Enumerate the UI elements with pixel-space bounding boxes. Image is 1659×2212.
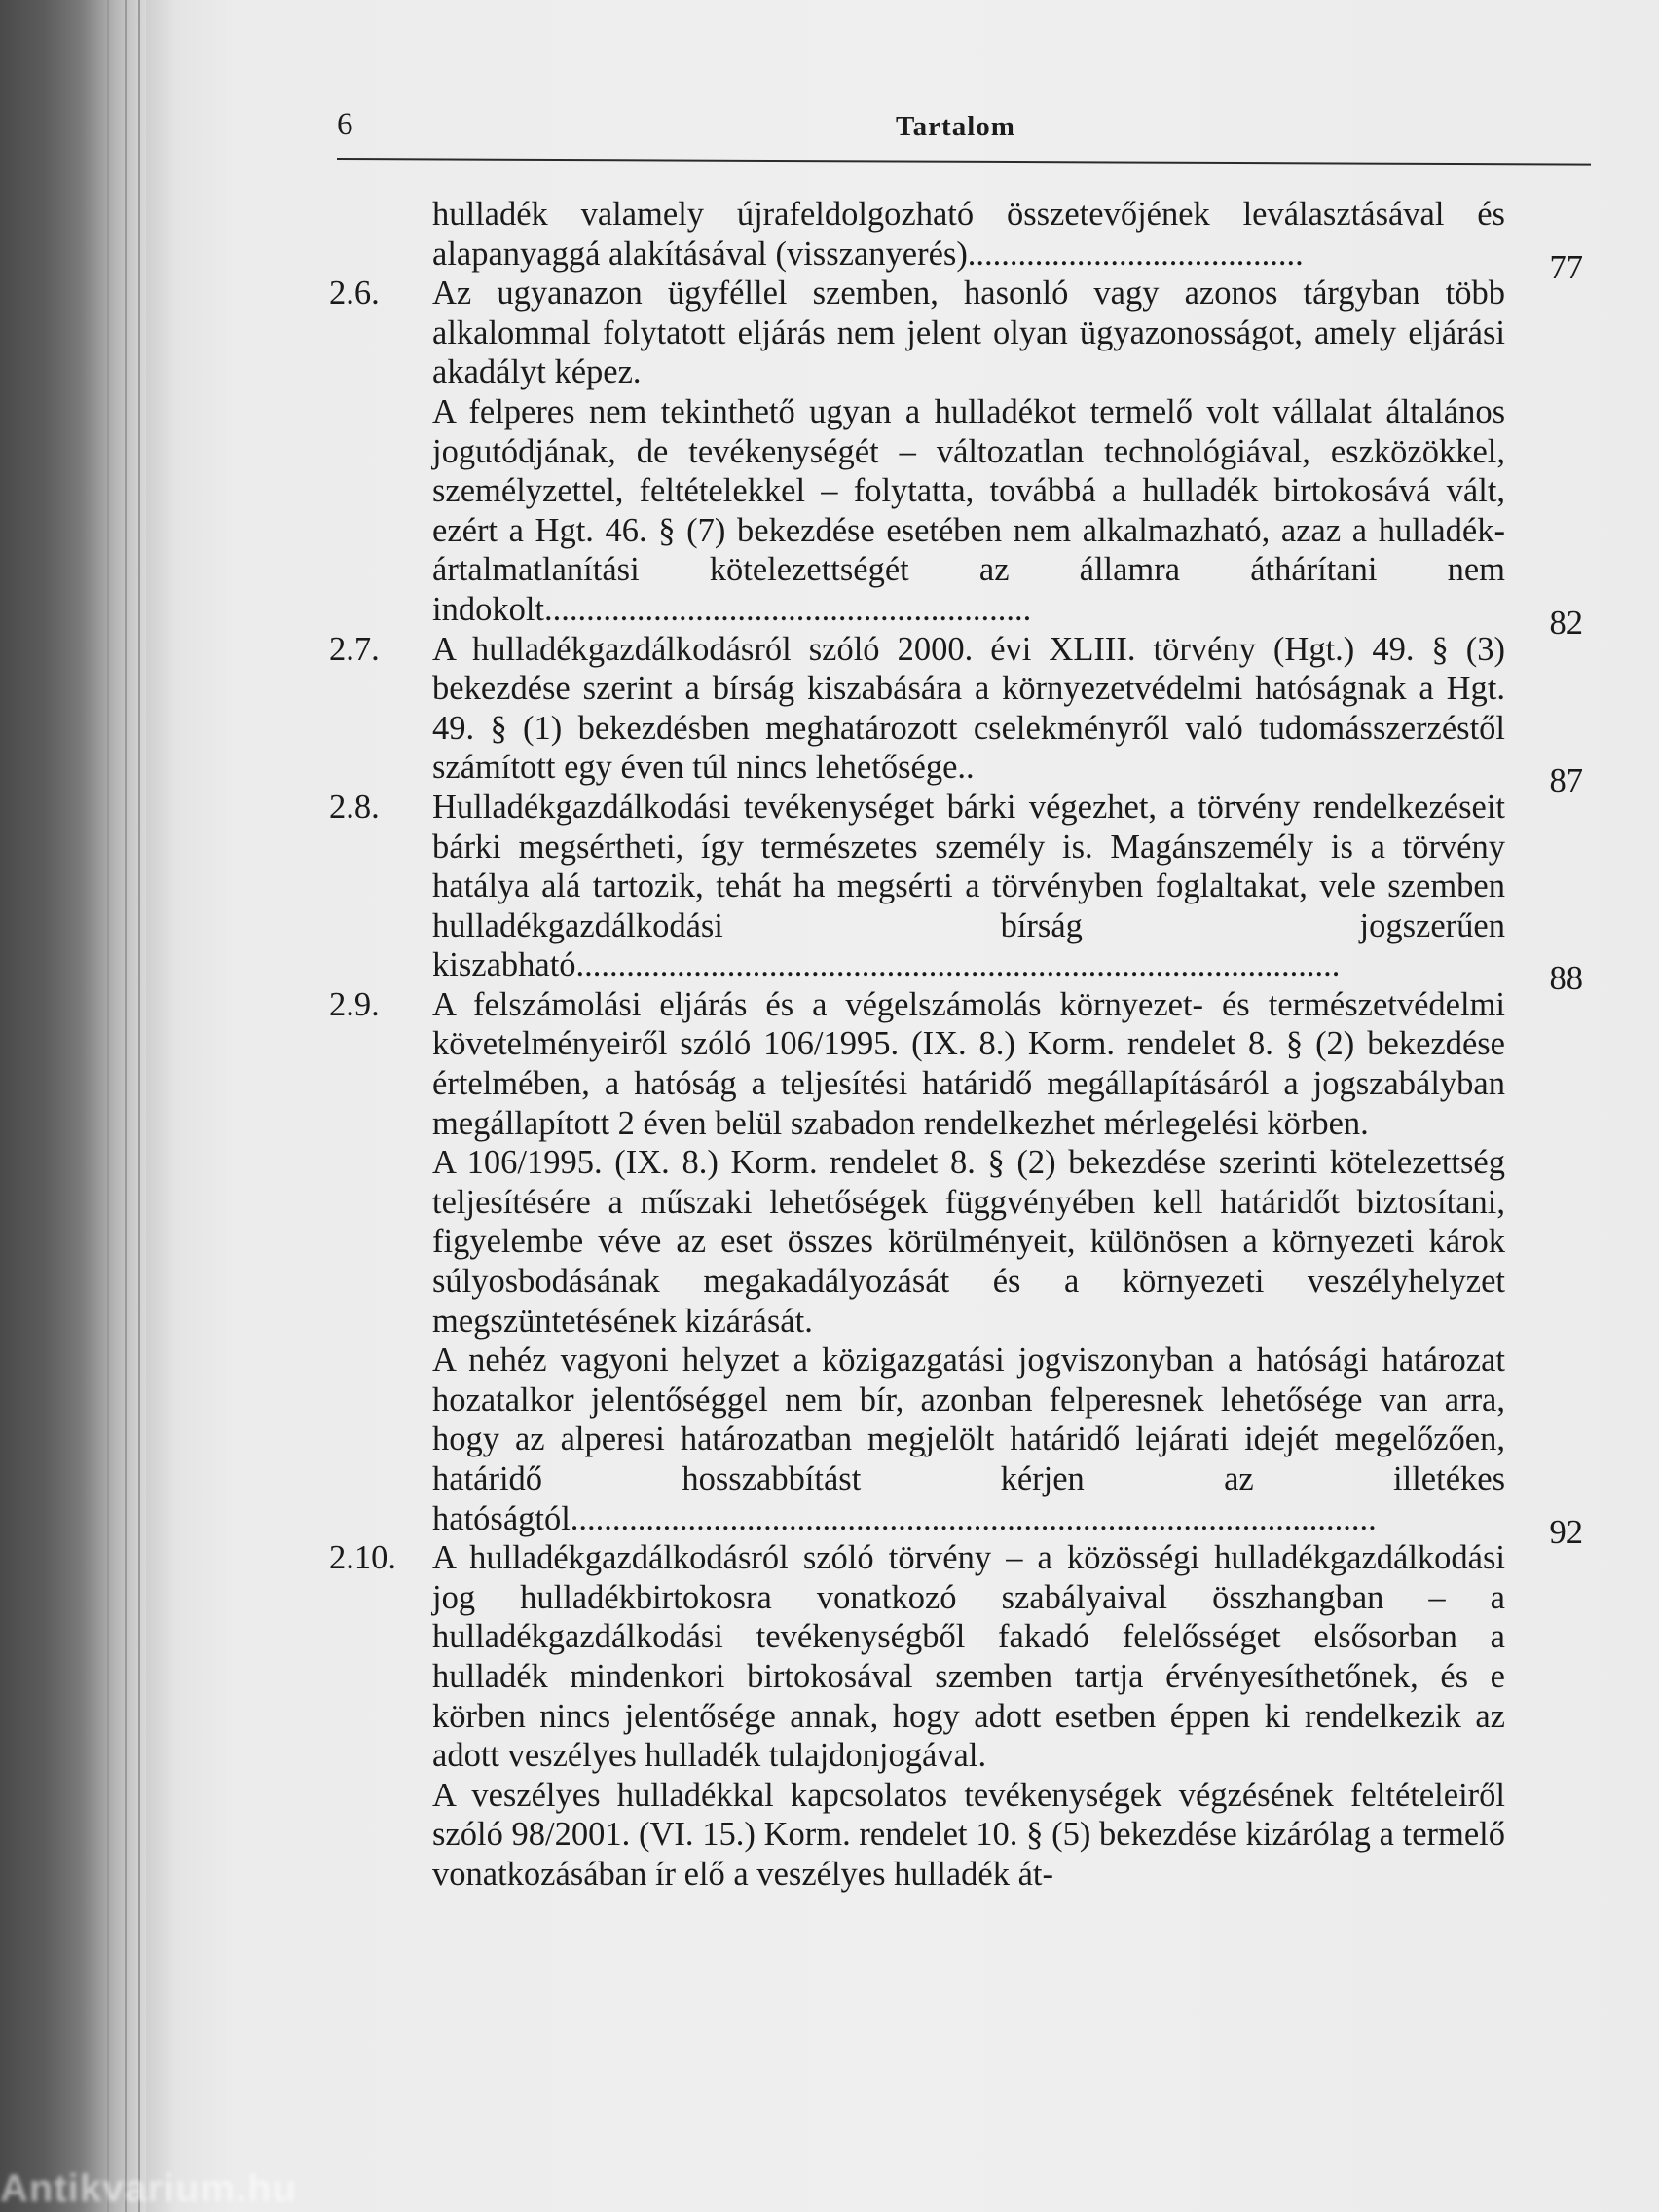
entry-page-number: 92 — [1549, 1513, 1583, 1551]
entry-body — [432, 788, 1505, 985]
page-stack-line — [107, 0, 109, 2212]
toc-entry — [329, 195, 1595, 286]
entry-number: 2.10. — [329, 1539, 396, 1577]
entry-paragraph: A 106/1995. (IX. 8.) Korm. rendelet 8. § (2) bekezdése szerinti kötelezettség teljesítésére a műszaki lehetőségek függvényében kell határidőt biztosítani, figyelembe véve az eset összes körülményeit, különösen a környezeti károk súlyosbodásának megakadályozását és a környezeti veszélyhelyzet megszüntetésének kizárását. — [432, 1144, 1505, 1340]
entry-page-number: 82 — [1549, 604, 1583, 642]
entry-page-number: 88 — [1549, 960, 1583, 998]
entry-number: 2.9. — [329, 985, 380, 1023]
table-of-contents — [329, 195, 1595, 1895]
running-head-title: Tartalom — [896, 111, 1015, 142]
entry-number: 2.8. — [329, 788, 380, 826]
toc-entry — [329, 274, 1595, 642]
entry-body — [432, 274, 1505, 629]
toc-entry — [329, 985, 1595, 1551]
entry-page-number: 87 — [1549, 762, 1583, 800]
entry-page-number: 77 — [1549, 248, 1583, 286]
entry-body — [432, 1538, 1505, 1894]
entry-body — [432, 985, 1505, 1538]
entry-paragraph: Hulladékgazdálkodási tevékenységet bárki végezhet, a törvény rendelkezéseit bárki megsértheti, így természetes személy is. Magánszemély is a törvény hatálya alá tartozik, tehát ha megsérti a törvényben foglaltakat, vele szemben hulladékgazdálkodási bírság jogszerűen kiszabható........................................................................................... — [432, 788, 1505, 984]
entry-paragraph: A hulladékgazdálkodásról szóló 2000. évi XLIII. törvény (Hgt.) 49. § (3) bekezdése szerint a bírság kiszabására a környezetvédelmi hatóságnak a Hgt. 49. § (1) bekezdésben meghatározott cselekményről való tudomásszerzéstől számított egy éven túl nincs lehetősége.. — [432, 630, 1505, 787]
watermark: Antikvarium.hu — [0, 2167, 298, 2210]
entry-paragraph: A felperes nem tekinthető ugyan a hulladékot termelő volt vállalat általános jogutódjának, de tevékenységét – változatlan technológiával, eszközökkel, személyzettel, feltételekkel – folytatta, továbbá a hulladék birtokosává vált, ezért a Hgt. 46. § (7) bekezdése esetében nem alkalmazható, azaz a hulladék-ártalmatlanítási kötelezettségét az államra áthárítani nem indokolt.......................................................... — [432, 392, 1505, 628]
page-number: 6 — [337, 107, 353, 142]
entry-paragraph: Az ugyanazon ügyféllel szemben, hasonló vagy azonos tárgyban több alkalommal folytatott eljárás nem jelent olyan ügyazonosságot, amely eljárási akadályt képez. — [432, 275, 1505, 391]
page-stack-line — [125, 0, 127, 2212]
toc-entry — [329, 630, 1595, 800]
entry-body — [432, 630, 1505, 788]
entry-number: 2.6. — [329, 275, 380, 313]
entry-paragraph: A felszámolási eljárás és a végelszámolás környezet- és természetvédelmi követelményeiről szóló 106/1995. (IX. 8.) Korm. rendelet 8. § (2) bekezdése értelmében, a hatóság a teljesítési határidő megállapításáról a jogszabályban megállapított 2 éven belül szabadon rendelkezhet mérlegelési körben. — [432, 985, 1505, 1142]
entry-paragraph: A nehéz vagyoni helyzet a közigazgatási jogviszonyban a hatósági határozat hozatalkor jelentőséggel nem bír, azonban felperesnek lehetősége van arra, hogy az alperesi határozatban megjelölt határidő lejárati idejét megelőzően, határidő hosszabbítást kérjen az illetékes hatóságtól................................................................................................ — [432, 1342, 1505, 1537]
toc-entry — [329, 788, 1595, 998]
entry-body — [432, 195, 1505, 274]
entry-paragraph: hulladék valamely újrafeldolgozható összetevőjének leválasztásával és alapanyaggá alakításával (visszanyerés)........................................ — [432, 196, 1505, 273]
entry-paragraph: A hulladékgazdálkodásról szóló törvény – a közösségi hulladékgazdálkodási jog hulladékbirtokosra vonatkozó szabályaival összhangban – a hulladékgazdálkodási tevékenységből fakadó felelősséget elsősorban a hulladék mindenkori birtokosával szemben tartja érvényesíthetőnek, és e körben nincs jelentősége annak, hogy adott esetben éppen ki rendelkezik az adott veszélyes hulladék tulajdonjogával. — [432, 1539, 1505, 1775]
entry-paragraph: A veszélyes hulladékkal kapcsolatos tevékenységek végzésének feltételeiről szóló 98/2001. (VI. 15.) Korm. rendelet 10. § (5) bekezdése kizárólag a termelő vonatkozásában ír elő a veszélyes hulladék át- — [432, 1776, 1505, 1893]
toc-entry — [329, 1538, 1595, 1894]
entry-number: 2.7. — [329, 630, 380, 668]
page-stack-line — [138, 0, 140, 2212]
